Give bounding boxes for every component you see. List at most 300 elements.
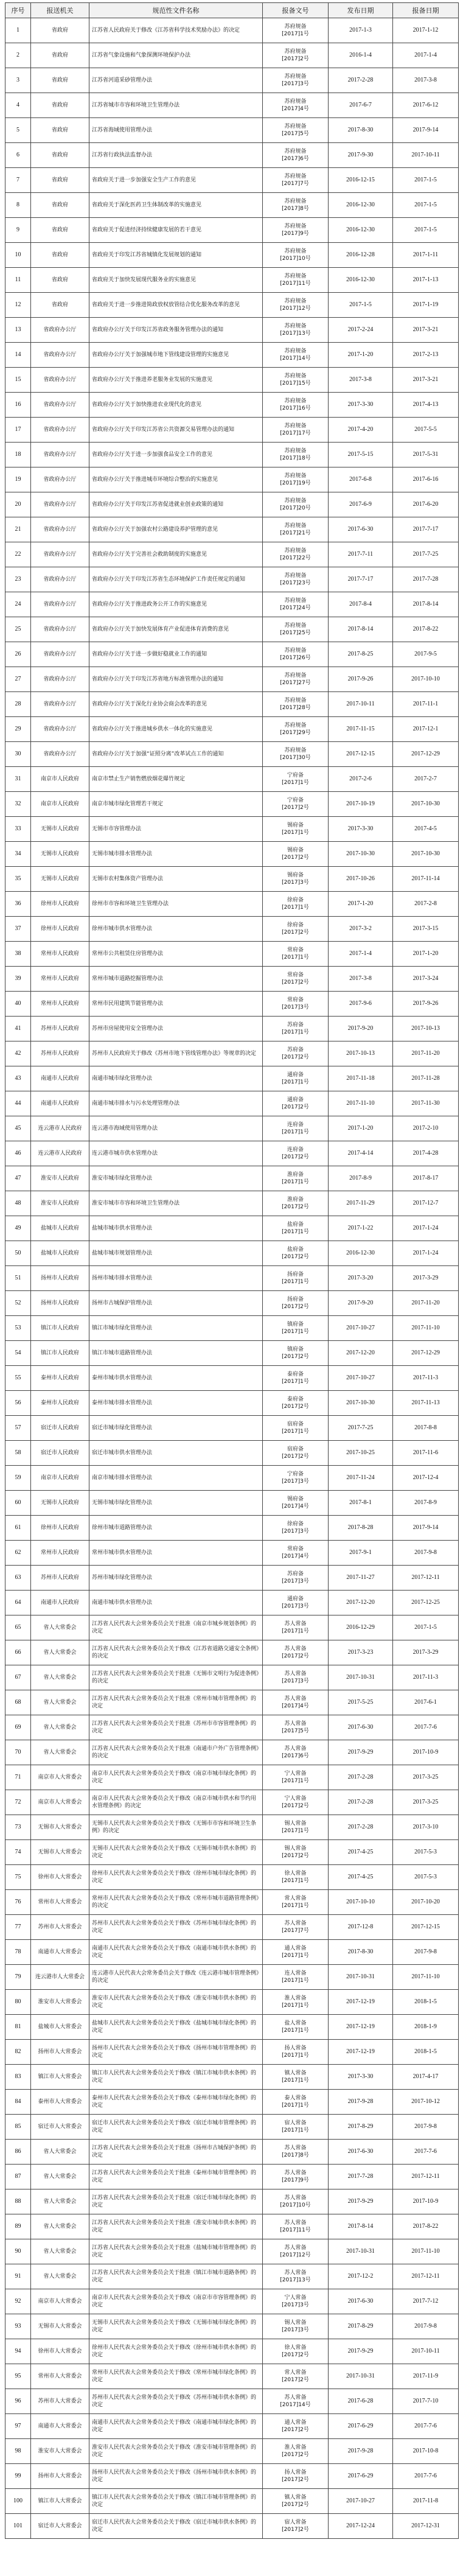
table-row: [5, 1091, 459, 1116]
row-filing-date: 2017-10-30: [393, 792, 459, 817]
row-filing-number: 苏府规备 [2017]21号: [263, 517, 329, 542]
row-publish-date: 2016-1-4: [329, 43, 393, 68]
row-publish-date: 2016-12-30: [329, 268, 393, 293]
row-publish-date: 2017-8-28: [329, 1516, 393, 1541]
row-index: 60: [5, 1491, 31, 1516]
row-index: 58: [5, 1441, 31, 1466]
row-filing-number: 镇人常备 [2017]1号: [263, 2065, 329, 2090]
table-row: [5, 2065, 459, 2090]
row-document-name: 省政府办公厅关于推进政务公开工作的实施意见: [89, 592, 263, 617]
table-row: [5, 2140, 459, 2165]
table-row: [5, 218, 459, 243]
table-row: [5, 1391, 459, 1416]
row-index: 30: [5, 742, 31, 767]
row-filing-date: 2017-9-8: [393, 2314, 459, 2339]
row-filing-number: 苏府规备 [2017]10号: [263, 243, 329, 268]
row-publish-date: 2017-10-30: [329, 1391, 393, 1416]
row-filing-date: 2017-3-10: [393, 1815, 459, 1840]
row-filing-date: 2017-2-8: [393, 892, 459, 917]
row-organization: 南京市人民政府: [31, 792, 89, 817]
row-publish-date: 2017-9-29: [329, 2189, 393, 2214]
row-organization: 省人大常委会: [31, 2214, 89, 2239]
row-index: 33: [5, 817, 31, 842]
table-header-row: [5, 3, 459, 18]
row-index: 35: [5, 867, 31, 892]
row-organization: 镇江市人大常委会: [31, 2489, 89, 2514]
row-index: 66: [5, 1640, 31, 1665]
row-document-name: 江苏省人民代表大会常务委员会关于批准《苏州市市容管理条例》的决定: [89, 1715, 263, 1740]
row-filing-number: 苏人常备 [2017]7号: [263, 1915, 329, 1940]
row-document-name: 淮安市城市市容和环境卫生管理办法: [89, 1191, 263, 1216]
table-row: [5, 118, 459, 143]
row-filing-date: 2017-3-29: [393, 1640, 459, 1665]
row-filing-date: 2017-9-8: [393, 2115, 459, 2140]
row-publish-date: 2017-10-30: [329, 842, 393, 867]
row-document-name: 淮安市城市绿化管理办法: [89, 1166, 263, 1191]
row-filing-number: 徐府备 [2017]1号: [263, 892, 329, 917]
row-filing-number: 锡府备 [2017]1号: [263, 817, 329, 842]
row-filing-number: 苏人常备 [2017]14号: [263, 2389, 329, 2414]
row-publish-date: 2017-11-29: [329, 1191, 393, 1216]
table-row: [5, 1466, 459, 1491]
row-index: 75: [5, 1865, 31, 1890]
row-organization: 南通市人民政府: [31, 1591, 89, 1615]
table-row: [5, 2264, 459, 2289]
row-organization: 省政府: [31, 243, 89, 268]
row-organization: 省人大常委会: [31, 1615, 89, 1640]
row-index: 40: [5, 992, 31, 1017]
row-filing-date: 2017-12-29: [393, 1341, 459, 1366]
row-filing-number: 苏府规备 [2017]29号: [263, 717, 329, 742]
row-organization: 省政府: [31, 118, 89, 143]
row-organization: 徐州市人民政府: [31, 917, 89, 942]
row-publish-date: 2017-8-30: [329, 1940, 393, 1965]
table-row: [5, 1341, 459, 1366]
table-row: [5, 742, 459, 767]
row-organization: 宿迁市人民政府: [31, 1416, 89, 1441]
row-organization: 省政府: [31, 293, 89, 318]
row-filing-date: 2017-11-28: [393, 1066, 459, 1091]
row-document-name: 扬州市人民代表大会常务委员会关于修改《扬州市城市供水条例》的决定: [89, 2464, 263, 2489]
row-filing-number: 泰府备 [2017]2号: [263, 1391, 329, 1416]
row-index: 23: [5, 567, 31, 592]
row-filing-number: 淮府备 [2017]1号: [263, 1166, 329, 1191]
row-publish-date: 2017-11-15: [329, 717, 393, 742]
row-organization: 盐城市人民政府: [31, 1241, 89, 1266]
row-publish-date: 2017-6-7: [329, 93, 393, 118]
row-filing-number: 锡府备 [2017]4号: [263, 1491, 329, 1516]
row-document-name: 徐州市人民代表大会常务委员会关于修改《徐州市城市绿化条例》的决定: [89, 1865, 263, 1890]
row-index: 73: [5, 1815, 31, 1840]
row-document-name: 省政府办公厅关于印发江苏省政务服务管理办法的通知: [89, 318, 263, 343]
row-filing-date: 2017-10-10: [393, 667, 459, 692]
row-index: 70: [5, 1740, 31, 1765]
row-publish-date: 2017-12-15: [329, 742, 393, 767]
row-filing-date: 2017-8-9: [393, 1491, 459, 1516]
row-organization: 徐州市人大常委会: [31, 1865, 89, 1890]
row-filing-date: 2017-1-5: [393, 168, 459, 193]
row-filing-number: 苏府规备 [2017]28号: [263, 692, 329, 717]
table-row: [5, 917, 459, 942]
row-filing-date: 2017-1-19: [393, 293, 459, 318]
table-row: [5, 193, 459, 218]
row-organization: 省人大常委会: [31, 2165, 89, 2189]
row-filing-date: 2017-10-30: [393, 842, 459, 867]
row-filing-date: 2017-3-15: [393, 917, 459, 942]
row-publish-date: 2017-9-28: [329, 2090, 393, 2115]
row-publish-date: 2017-9-1: [329, 1541, 393, 1566]
row-document-name: 盐城市城市供水管理办法: [89, 1216, 263, 1241]
row-publish-date: 2017-5-15: [329, 443, 393, 467]
row-publish-date: 2017-4-20: [329, 418, 393, 443]
table-row: [5, 1066, 459, 1091]
row-filing-date: 2017-6-12: [393, 93, 459, 118]
row-publish-date: 2017-11-27: [329, 1566, 393, 1591]
row-filing-date: 2017-12-29: [393, 742, 459, 767]
row-publish-date: 2017-7-28: [329, 2165, 393, 2189]
row-publish-date: 2017-9-26: [329, 667, 393, 692]
row-publish-date: 2017-3-30: [329, 2065, 393, 2090]
row-index: 27: [5, 667, 31, 692]
row-publish-date: 2016-12-29: [329, 1615, 393, 1640]
row-filing-number: 连府备 [2017]1号: [263, 1116, 329, 1141]
row-publish-date: 2017-1-4: [329, 942, 393, 967]
row-organization: 扬州市人民政府: [31, 1291, 89, 1316]
row-filing-date: 2017-11-9: [393, 2364, 459, 2389]
row-filing-date: 2017-1-24: [393, 1216, 459, 1241]
row-document-name: 江苏省人民代表大会常务委员会关于修改《江苏省道路交通安全条例》的决定: [89, 1640, 263, 1665]
row-index: 54: [5, 1341, 31, 1366]
row-filing-date: 2017-12-15: [393, 1915, 459, 1940]
row-organization: 苏州市人民政府: [31, 1041, 89, 1066]
row-index: 13: [5, 318, 31, 343]
row-filing-date: 2017-11-3: [393, 1665, 459, 1690]
row-document-name: 江苏省海域使用管理办法: [89, 118, 263, 143]
row-index: 85: [5, 2115, 31, 2140]
row-index: 31: [5, 767, 31, 792]
row-publish-date: 2017-8-29: [329, 2115, 393, 2140]
row-organization: 省政府办公厅: [31, 542, 89, 567]
row-publish-date: 2017-12-19: [329, 2015, 393, 2040]
row-publish-date: 2017-2-28: [329, 1765, 393, 1790]
row-document-name: 宿迁市城市供水管理办法: [89, 1441, 263, 1466]
row-index: 59: [5, 1466, 31, 1491]
row-organization: 省人大常委会: [31, 1690, 89, 1715]
row-organization: 省政府: [31, 93, 89, 118]
row-filing-number: 扬人常备 [2017]2号: [263, 2464, 329, 2489]
row-filing-date: 2017-5-3: [393, 1865, 459, 1890]
table-row: [5, 492, 459, 517]
row-filing-number: 宁府备 [2017]2号: [263, 792, 329, 817]
row-index: 67: [5, 1665, 31, 1690]
row-filing-date: 2017-3-25: [393, 1765, 459, 1790]
row-filing-number: 宁人常备 [2017]2号: [263, 1790, 329, 1815]
row-index: 11: [5, 268, 31, 293]
row-document-name: 无锡市农村集体资产管理办法: [89, 867, 263, 892]
row-publish-date: 2017-1-3: [329, 18, 393, 43]
table-row: [5, 1566, 459, 1591]
row-index: 10: [5, 243, 31, 268]
table-row: [5, 792, 459, 817]
row-filing-number: 宁人常备 [2017]1号: [263, 1765, 329, 1790]
row-organization: 省政府: [31, 218, 89, 243]
row-publish-date: 2017-10-10: [329, 1890, 393, 1915]
row-organization: 省政府: [31, 168, 89, 193]
row-index: 61: [5, 1516, 31, 1541]
row-filing-date: 2017-5-31: [393, 443, 459, 467]
table-row: [5, 1191, 459, 1216]
row-publish-date: 2017-10-11: [329, 692, 393, 717]
row-filing-number: 苏府备 [2017]2号: [263, 1041, 329, 1066]
row-publish-date: 2017-6-29: [329, 2414, 393, 2439]
row-filing-number: 常人常备 [2017]1号: [263, 1890, 329, 1915]
table-row: [5, 542, 459, 567]
row-document-name: 江苏省气象设施和气象探测环境保护办法: [89, 43, 263, 68]
row-publish-date: 2017-1-20: [329, 1116, 393, 1141]
table-row: [5, 1965, 459, 1990]
table-row: [5, 1990, 459, 2015]
row-index: 69: [5, 1715, 31, 1740]
row-document-name: 扬州市古城保护管理办法: [89, 1291, 263, 1316]
row-publish-date: 2017-4-25: [329, 1840, 393, 1865]
row-publish-date: 2017-9-29: [329, 1740, 393, 1765]
row-organization: 无锡市人民政府: [31, 842, 89, 867]
row-organization: 省人大常委会: [31, 2239, 89, 2264]
row-filing-number: 常府备 [2017]4号: [263, 1541, 329, 1566]
row-document-name: 南京市人民代表大会常务委员会关于修改《南京市城市绿化条例》的决定: [89, 1765, 263, 1790]
table-row: [5, 2439, 459, 2464]
row-index: 38: [5, 942, 31, 967]
row-organization: 省人大常委会: [31, 2140, 89, 2165]
row-filing-date: 2017-10-9: [393, 2189, 459, 2214]
row-document-name: 省政府办公厅关于印发江苏省地方标准管理办法的通知: [89, 667, 263, 692]
row-filing-number: 锡府备 [2017]3号: [263, 867, 329, 892]
row-filing-date: 2017-1-5: [393, 193, 459, 218]
row-filing-number: 苏府规备 [2017]13号: [263, 318, 329, 343]
row-organization: 泰州市人民政府: [31, 1391, 89, 1416]
row-filing-date: 2017-11-10: [393, 1965, 459, 1990]
row-organization: 南通市人大常委会: [31, 1940, 89, 1965]
table-row: [5, 1740, 459, 1765]
row-filing-date: 2017-3-29: [393, 1266, 459, 1291]
row-filing-date: 2017-1-24: [393, 1241, 459, 1266]
row-document-name: 南京市城市绿化管理若干规定: [89, 792, 263, 817]
row-organization: 省政府: [31, 68, 89, 93]
row-index: 47: [5, 1166, 31, 1191]
row-filing-number: 宿人常备 [2017]1号: [263, 2115, 329, 2140]
row-document-name: 南通市城市绿化管理办法: [89, 1066, 263, 1091]
row-document-name: 省政府办公厅关于推进城市环境综合整治的实施意见: [89, 467, 263, 492]
row-index: 55: [5, 1366, 31, 1391]
row-publish-date: 2017-10-25: [329, 1441, 393, 1466]
row-filing-number: 连人常备 [2017]1号: [263, 1965, 329, 1990]
row-organization: 淮安市人大常委会: [31, 1990, 89, 2015]
table-row: [5, 1416, 459, 1441]
table-row: [5, 842, 459, 867]
row-index: 86: [5, 2140, 31, 2165]
row-filing-number: 苏府规备 [2017]20号: [263, 492, 329, 517]
row-publish-date: 2017-8-29: [329, 2314, 393, 2339]
row-filing-date: 2017-3-8: [393, 68, 459, 93]
row-filing-date: 2017-1-13: [393, 268, 459, 293]
table-row: [5, 2214, 459, 2239]
row-organization: 无锡市人民政府: [31, 867, 89, 892]
table-row: [5, 2414, 459, 2439]
row-index: 14: [5, 343, 31, 368]
table-body: [5, 18, 459, 2539]
table-row: [5, 892, 459, 917]
row-organization: 省政府: [31, 268, 89, 293]
row-index: 34: [5, 842, 31, 867]
row-publish-date: 2017-1-5: [329, 293, 393, 318]
row-publish-date: 2017-12-19: [329, 2040, 393, 2065]
row-filing-number: 苏府规备 [2017]19号: [263, 467, 329, 492]
row-organization: 省政府办公厅: [31, 717, 89, 742]
row-filing-date: 2017-2-10: [393, 1116, 459, 1141]
row-publish-date: 2017-7-25: [329, 1416, 393, 1441]
row-organization: 连云港市人大常委会: [31, 1965, 89, 1990]
row-organization: 宿迁市人民政府: [31, 1441, 89, 1466]
row-organization: 无锡市人大常委会: [31, 2314, 89, 2339]
row-document-name: 常州市城市道路挖掘管理办法: [89, 967, 263, 992]
row-filing-date: 2017-9-14: [393, 118, 459, 143]
row-organization: 南京市人民政府: [31, 1466, 89, 1491]
row-filing-date: 2017-12-11: [393, 2165, 459, 2189]
row-document-name: 省政府办公厅关于加强“证照分离”改革试点工作的通知: [89, 742, 263, 767]
table-row: [5, 393, 459, 418]
row-document-name: 省政府办公厅关于进一步做好稳就业工作的通知: [89, 642, 263, 667]
row-organization: 徐州市人民政府: [31, 892, 89, 917]
row-filing-number: 苏府规备 [2017]12号: [263, 293, 329, 318]
table-row: [5, 1840, 459, 1865]
row-filing-number: 苏府规备 [2017]9号: [263, 218, 329, 243]
row-filing-number: 淮人常备 [2017]1号: [263, 1990, 329, 2015]
row-index: 88: [5, 2189, 31, 2214]
header-index: 序号: [5, 3, 31, 18]
row-index: 6: [5, 143, 31, 168]
row-filing-number: 苏府备 [2017]3号: [263, 1566, 329, 1591]
row-filing-number: 徐府备 [2017]2号: [263, 917, 329, 942]
row-filing-date: 2017-4-13: [393, 393, 459, 418]
row-organization: 常州市人大常委会: [31, 1890, 89, 1915]
row-index: 5: [5, 118, 31, 143]
row-filing-number: 盐府备 [2017]2号: [263, 1241, 329, 1266]
table-row: [5, 692, 459, 717]
table-row: [5, 1366, 459, 1391]
row-organization: 淮安市人民政府: [31, 1191, 89, 1216]
row-index: 2: [5, 43, 31, 68]
row-publish-date: 2017-12-19: [329, 1990, 393, 2015]
row-document-name: 江苏省河道采砂管理办法: [89, 68, 263, 93]
row-filing-date: 2017-11-30: [393, 1091, 459, 1116]
row-filing-number: 苏府规备 [2017]6号: [263, 143, 329, 168]
table-row: [5, 2314, 459, 2339]
row-organization: 连云港市人民政府: [31, 1116, 89, 1141]
row-document-name: 省政府办公厅关于加快推进农业现代化的意见: [89, 393, 263, 418]
row-publish-date: 2017-5-25: [329, 1690, 393, 1715]
row-filing-number: 苏人常备 [2017]6号: [263, 1740, 329, 1765]
row-filing-number: 锡人常备 [2017]3号: [263, 2314, 329, 2339]
table-row: [5, 1765, 459, 1790]
row-filing-number: 苏人常备 [2017]9号: [263, 2165, 329, 2189]
row-organization: 苏州市人大常委会: [31, 1915, 89, 1940]
row-document-name: 省政府办公厅关于深化行业协会商会改革的意见: [89, 692, 263, 717]
row-document-name: 常州市公共租赁住房管理办法: [89, 942, 263, 967]
row-index: 49: [5, 1216, 31, 1241]
row-publish-date: 2017-11-24: [329, 1466, 393, 1491]
row-index: 3: [5, 68, 31, 93]
row-document-name: 徐州市人民代表大会常务委员会关于修改《徐州市城市供水条例》的决定: [89, 2339, 263, 2364]
row-publish-date: 2017-12-20: [329, 1341, 393, 1366]
row-publish-date: 2017-8-14: [329, 617, 393, 642]
row-index: 42: [5, 1041, 31, 1066]
row-document-name: 苏州市人民代表大会常务委员会关于修改《苏州市城市绿化条例》的决定: [89, 1915, 263, 1940]
row-organization: 盐城市人大常委会: [31, 2015, 89, 2040]
row-index: 52: [5, 1291, 31, 1316]
row-document-name: 南通市城市排水与污水处理管理办法: [89, 1091, 263, 1116]
row-organization: 常州市人大常委会: [31, 2364, 89, 2389]
row-filing-number: 徐府备 [2017]3号: [263, 1516, 329, 1541]
row-filing-number: 苏人常备 [2017]4号: [263, 1690, 329, 1715]
row-filing-number: 苏人常备 [2017]5号: [263, 1715, 329, 1740]
row-document-name: 省政府办公厅关于加强农村公路建设养护管理的意见: [89, 517, 263, 542]
table-row: [5, 467, 459, 492]
row-index: 74: [5, 1840, 31, 1865]
table-row: [5, 2514, 459, 2539]
row-document-name: 扬州市人民代表大会常务委员会关于修改《扬州市城市管理条例》的决定: [89, 2040, 263, 2065]
row-organization: 省政府办公厅: [31, 667, 89, 692]
row-index: 64: [5, 1591, 31, 1615]
row-document-name: 江苏省人民代表大会常务委员会关于批准《盐城市城市管理条例》的决定: [89, 2239, 263, 2264]
table-row: [5, 68, 459, 93]
row-index: 17: [5, 418, 31, 443]
row-filing-date: 2017-10-9: [393, 1740, 459, 1765]
row-document-name: 省政府办公厅关于进一步加强食品安全工作的意见: [89, 443, 263, 467]
row-filing-number: 苏府规备 [2017]11号: [263, 268, 329, 293]
row-filing-date: 2017-11-3: [393, 1366, 459, 1391]
row-filing-number: 盐人常备 [2017]1号: [263, 2015, 329, 2040]
row-index: 68: [5, 1690, 31, 1715]
row-organization: 扬州市人大常委会: [31, 2040, 89, 2065]
row-document-name: 省政府办公厅关于印发江苏省公共资源交易管理办法的通知: [89, 418, 263, 443]
header-filing-number: 报备文号: [263, 3, 329, 18]
row-publish-date: 2017-10-31: [329, 1965, 393, 1990]
row-filing-number: 锡人常备 [2017]1号: [263, 1815, 329, 1840]
row-index: 21: [5, 517, 31, 542]
row-document-name: 盐城市城市规划管理办法: [89, 1241, 263, 1266]
row-organization: 南京市人大常委会: [31, 2289, 89, 2314]
row-document-name: 省政府关于进一步推进简政放权放管结合优化服务改革的意见: [89, 293, 263, 318]
row-index: 89: [5, 2214, 31, 2239]
row-document-name: 镇江市城市道路管理办法: [89, 1341, 263, 1366]
row-index: 56: [5, 1391, 31, 1416]
row-document-name: 无锡市城市绿化管理办法: [89, 1491, 263, 1516]
table-row: [5, 717, 459, 742]
table-row: [5, 1017, 459, 1041]
row-index: 16: [5, 393, 31, 418]
row-organization: 盐城市人民政府: [31, 1216, 89, 1241]
row-publish-date: 2017-9-6: [329, 992, 393, 1017]
row-filing-date: 2017-7-17: [393, 517, 459, 542]
row-organization: 省政府办公厅: [31, 343, 89, 368]
table-row: [5, 1441, 459, 1466]
row-document-name: 南京市人民代表大会常务委员会关于修改《南京市市容管理条例》的决定: [89, 2289, 263, 2314]
row-document-name: 省政府关于深化医药卫生体制改革的实施意见: [89, 193, 263, 218]
row-document-name: 苏州市人民政府关于修改《苏州市地下管线管理办法》等规章的决定: [89, 1041, 263, 1066]
row-document-name: 江苏省人民代表大会常务委员会关于批准《宿迁市城市绿化条例》的决定: [89, 2189, 263, 2214]
row-filing-date: 2017-12-11: [393, 1566, 459, 1591]
header-document-name: 规范性文件名称: [89, 3, 263, 18]
